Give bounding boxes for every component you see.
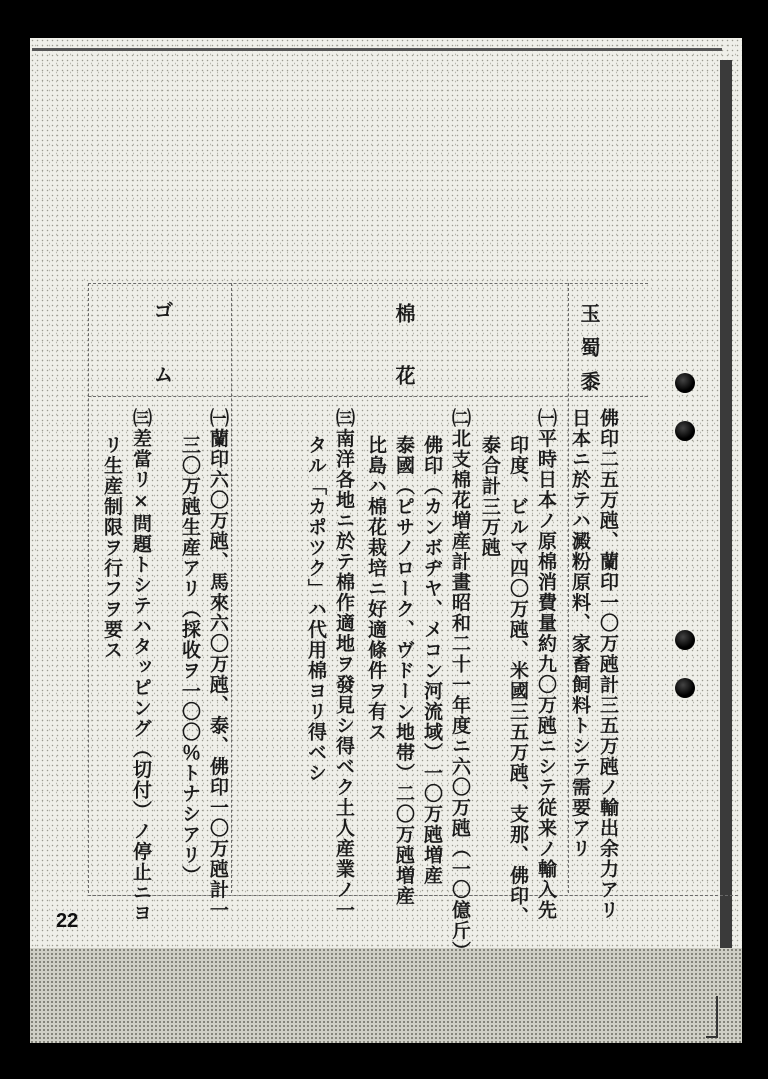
divider-cotton-rubber [231,283,232,893]
cotton-line-1: ㈠平時日本ノ原棉消費量約九〇万瓲ニシテ従来ノ輸入先 [535,408,557,921]
cotton-line-9: タル「カポツク」ハ代用棉ヨリ得ベシ [305,435,327,784]
table-left-rule [88,283,89,893]
cotton-line-2: 印度、ビルマ四〇万瓲、米國三五万瓲、支那、佛印、 [507,435,529,927]
rubber-line-3: ㈢差當リ×問題トシテハタッピング（切付）ノ停止ニヨ [130,408,152,924]
section-heading-cotton: 棉花 [392,303,416,427]
page-number: 22 [56,910,79,932]
document-page [30,38,742,1043]
section-heading-rubber: ゴム [150,300,174,428]
section-heading-corn: 玉蜀黍 [577,303,601,405]
table-top-rule [88,283,648,284]
cotton-line-4: ㈡北支棉花増産計畫昭和二十一年度ニ六〇万瓲（一〇億斤） [449,408,471,962]
rubber-line-2: 三〇万瓲生産アリ（採收ヲ一〇〇％トナシアリ） [179,435,201,886]
cotton-line-3: 泰合計三万瓲 [479,435,501,558]
punch-hole-1 [675,373,695,393]
corn-line-1: 佛印二五万瓲、蘭印一〇万瓲計三五万瓲ノ輸出余力アリ [597,408,619,921]
page-bottom-shadow [30,948,742,1043]
cotton-line-5: 佛印（カンボヂヤ、メコン河流域）一〇万瓲増産 [421,435,443,886]
page-binding-edge [720,60,732,1040]
corner-crop-mark [706,996,718,1038]
cotton-line-7: 比島ハ棉花栽培ニ好適條件ヲ有ス [365,435,387,743]
cotton-line-8: ㈢南洋各地ニ於テ棉作適地ヲ發見シ得ベク土人産業ノ一 [333,408,355,921]
cotton-line-6: 泰國（ピサノローク、ヴドーン地帯）二〇万瓲増産 [393,435,415,907]
punch-hole-3 [675,630,695,650]
rubber-line-1: ㈠蘭印六〇万瓲、馬來六〇万瓲、泰、佛印一〇万瓲計一 [207,408,229,921]
punch-hole-4 [675,678,695,698]
punch-hole-2 [675,421,695,441]
corn-line-2: 日本ニ於テハ澱粉原料、家畜飼料トシテ需要アリ [569,408,591,859]
top-border-line [32,48,722,51]
rubber-line-4: リ生産制限ヲ行フヲ要ス [101,435,123,661]
